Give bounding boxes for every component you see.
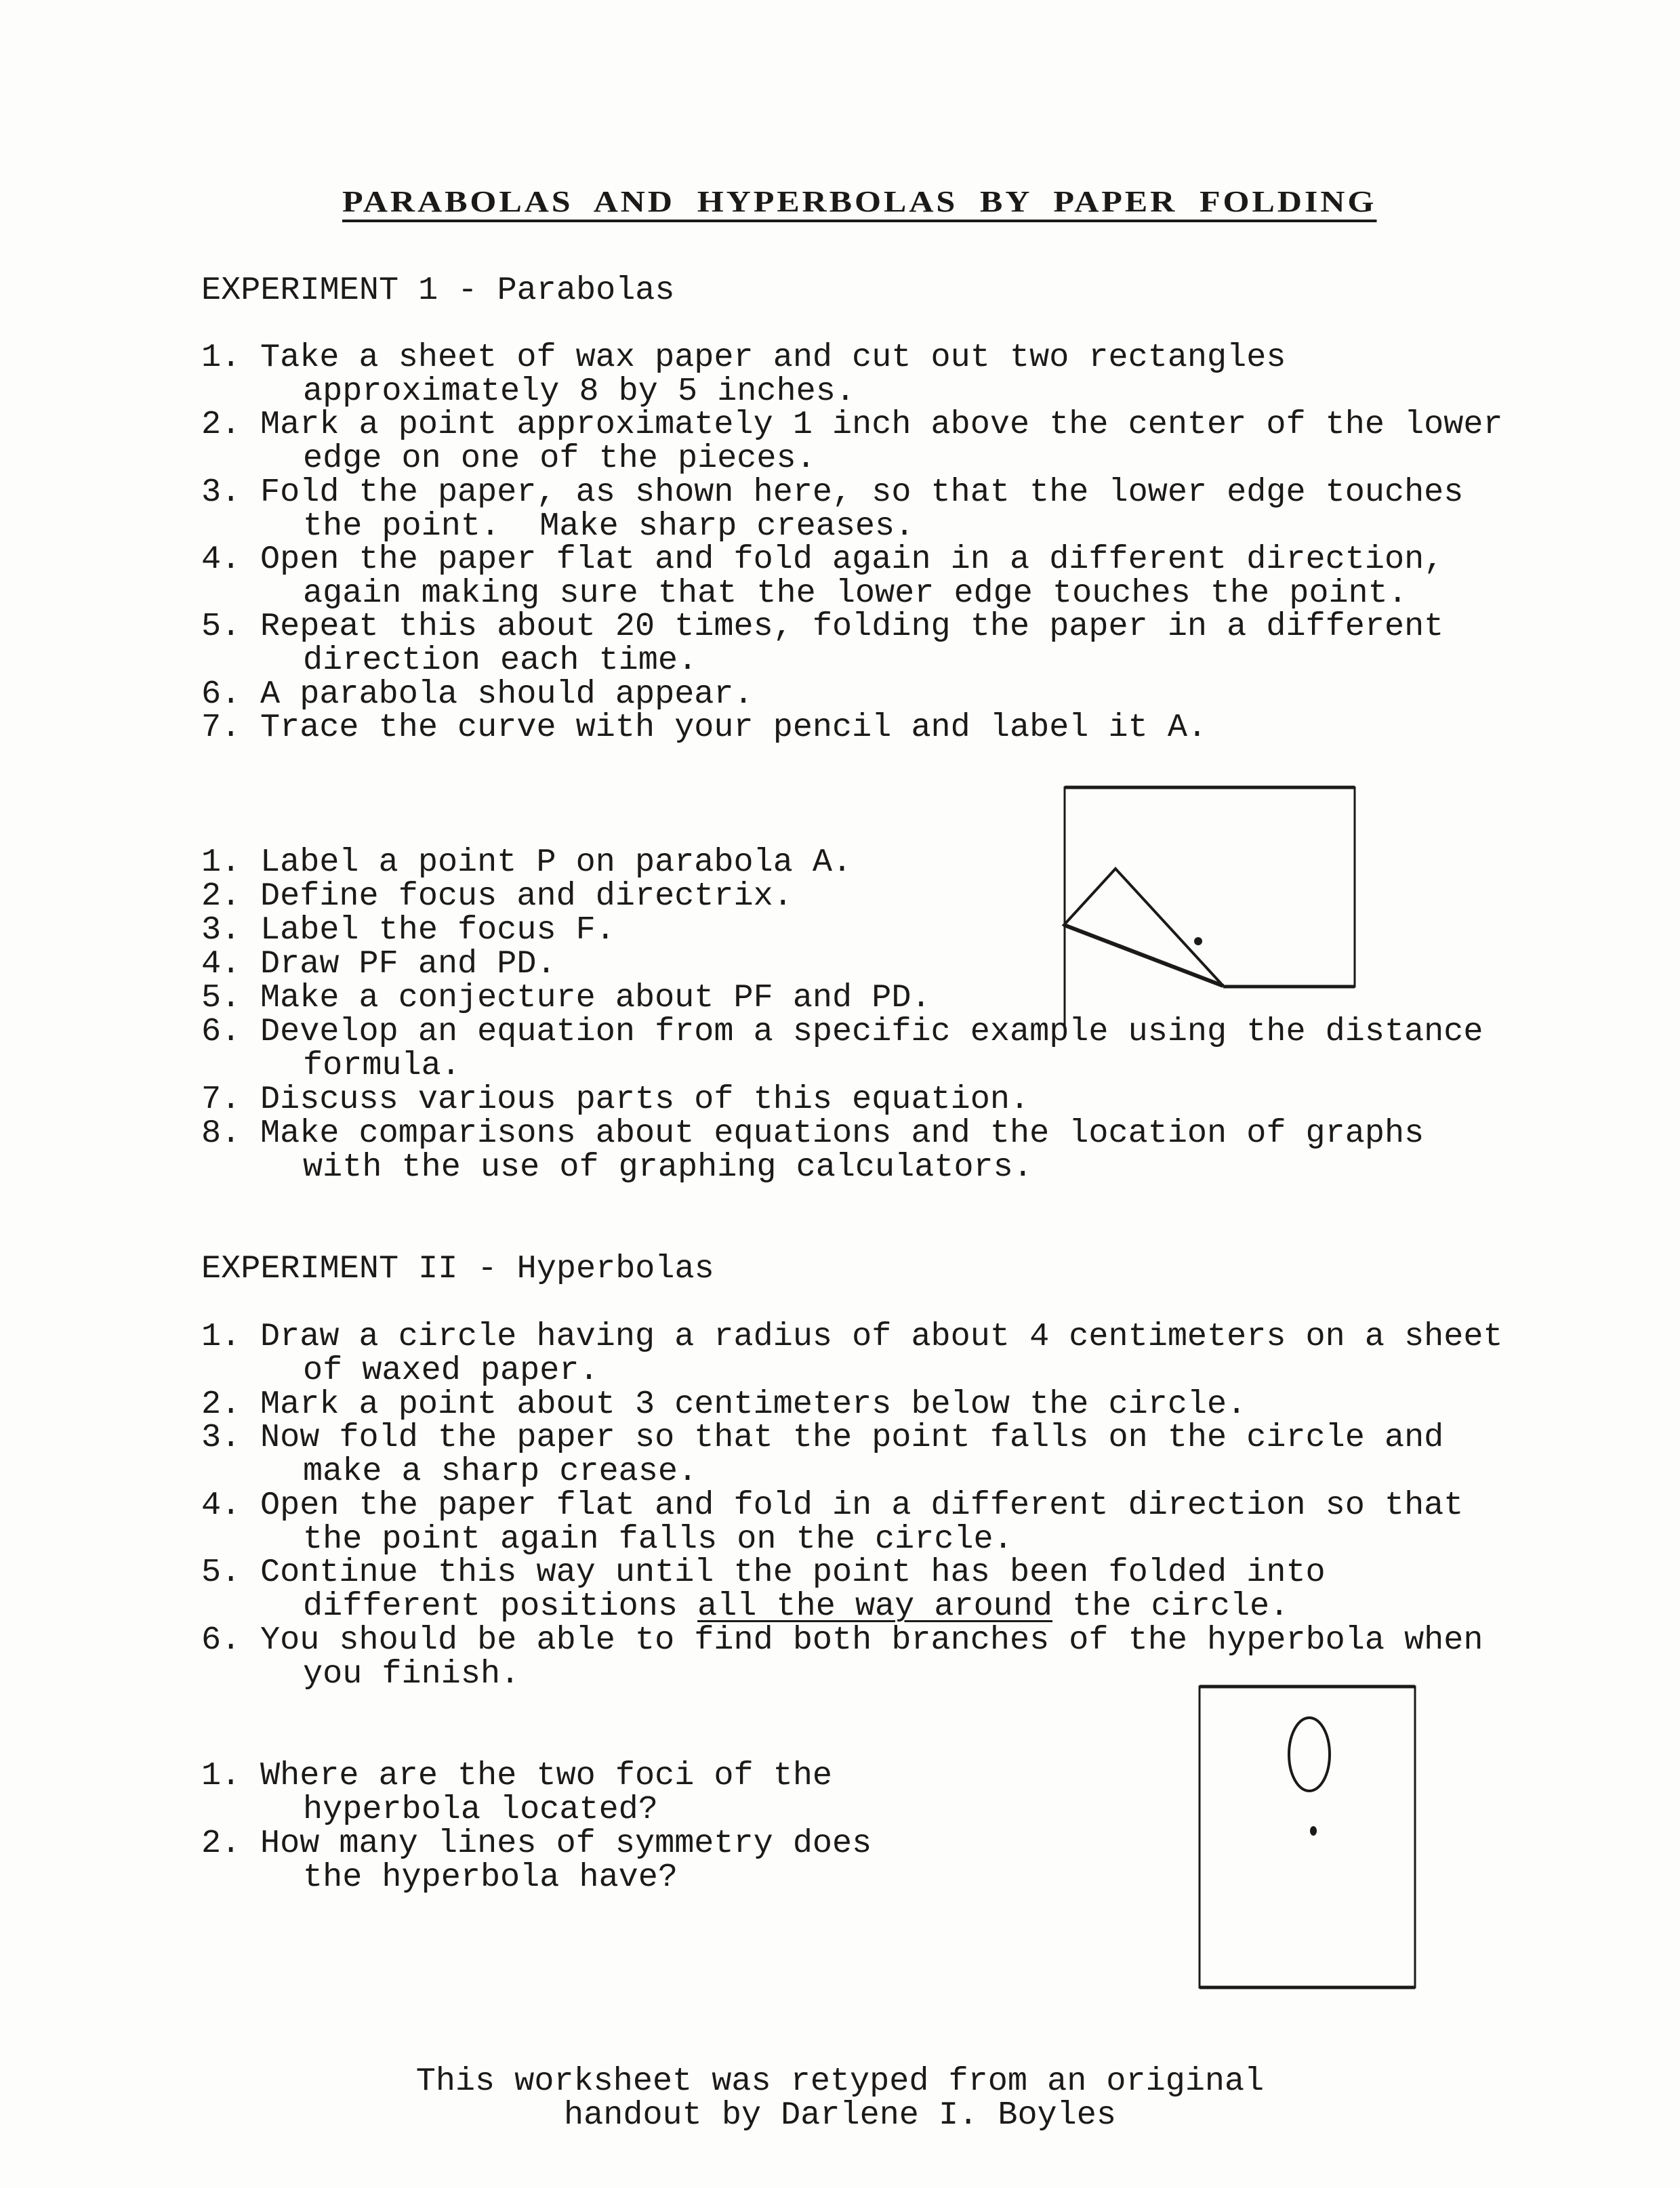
- exp1-step-6-line1: A parabola should appear.: [260, 676, 754, 713]
- exp1-step-3-num: 3.: [201, 474, 241, 511]
- exp1-step-4-num: 4.: [201, 541, 241, 578]
- exp2-step-3-line2: make a sharp crease.: [303, 1453, 698, 1490]
- exp2-step-4-num: 4.: [201, 1487, 241, 1524]
- exp1-question-2-num: 2.: [201, 878, 241, 915]
- exp2-question-2-line1: How many lines of symmetry does: [260, 1825, 872, 1862]
- exp2-question-2-num: 2.: [201, 1825, 241, 1862]
- exp1-step-1-line2: approximately 8 by 5 inches.: [303, 373, 855, 410]
- exp2-step-5-num: 5.: [201, 1554, 241, 1591]
- exp1-question-8-num: 8.: [201, 1115, 241, 1152]
- exp1-question-7-num: 7.: [201, 1081, 241, 1118]
- exp1-step-5-line2: direction each time.: [303, 642, 698, 679]
- exp1-question-4-num: 4.: [201, 945, 241, 983]
- emphasis-underlined-text: all the way around: [697, 1588, 1052, 1625]
- exp1-question-8-line1: Make comparisons about equations and the location of graphs: [260, 1115, 1425, 1152]
- exp2-step-5-line2-pre: different positions: [303, 1588, 698, 1625]
- exp1-question-6-line2: formula.: [303, 1047, 461, 1084]
- focus-point: [1194, 937, 1202, 945]
- exp2-step-4-line1: Open the paper flat and fold in a different direction so that: [260, 1487, 1464, 1524]
- exp1-step-7-line1: Trace the curve with your pencil and label it A.: [260, 709, 1208, 746]
- exp2-step-1-line1: Draw a circle having a radius of about 4 centimeters on a sheet: [260, 1318, 1503, 1355]
- exp1-step-1-line1: Take a sheet of wax paper and cut out two rectangles: [260, 339, 1286, 376]
- exp1-question-6-num: 6.: [201, 1013, 241, 1050]
- experiment1-heading: EXPERIMENT 1 - Parabolas: [201, 272, 675, 309]
- exp1-question-5: Make a conjecture about PF and PD.: [260, 979, 931, 1016]
- exp1-step-1-num: 1.: [201, 339, 241, 376]
- exp1-question-1: Label a point P on parabola A.: [260, 844, 853, 881]
- exp1-question-4: Draw PF and PD.: [260, 945, 556, 983]
- exp2-question-1-num: 1.: [201, 1757, 241, 1794]
- exp1-question-1-num: 1.: [201, 844, 241, 881]
- exp1-question-3-num: 3.: [201, 911, 241, 949]
- exp1-step-2-line2: edge on one of the pieces.: [303, 440, 816, 477]
- exp2-step-4-line2: the point again falls on the circle.: [303, 1521, 1013, 1558]
- footer-line-1: This worksheet was retyped from an original: [415, 2063, 1265, 2100]
- exp1-step-3-line2: the point. Make sharp creases.: [303, 508, 915, 545]
- exp2-question-1-line1: Where are the two foci of the: [260, 1757, 833, 1794]
- exp2-question-1-line2: hyperbola located?: [303, 1791, 658, 1828]
- exp1-question-8-line2: with the use of graphing calculators.: [303, 1149, 1033, 1186]
- exp2-step-5-line1: Continue this way until the point has been folded into: [260, 1554, 1326, 1591]
- paper-sheet: [1200, 1687, 1415, 1987]
- exp2-step-1-line2: of waxed paper.: [303, 1352, 599, 1389]
- circle-shape: [1289, 1718, 1330, 1791]
- exp1-step-2-num: 2.: [201, 406, 241, 443]
- exp1-step-2-line1: Mark a point approximately 1 inch above the center of the lower: [260, 406, 1503, 443]
- exp1-step-4-line2: again making sure that the lower edge touches the point.: [303, 575, 1408, 612]
- exp1-step-3-line1: Fold the paper, as shown here, so that the lower edge touches: [260, 474, 1464, 511]
- exp2-question-2-line2: the hyperbola have?: [303, 1859, 678, 1896]
- folded-corner: [1064, 869, 1223, 986]
- exp1-step-7-num: 7.: [201, 709, 241, 746]
- exp1-step-4-line1: Open the paper flat and fold again in a different direction,: [260, 541, 1444, 578]
- hyperbola-sheet-diagram: [1193, 1680, 1423, 1994]
- exp1-question-3: Label the focus F.: [260, 911, 615, 949]
- exp2-step-3-num: 3.: [201, 1419, 241, 1456]
- exp1-question-7: Discuss various parts of this equation.: [260, 1081, 1030, 1118]
- point-mark: [1310, 1826, 1317, 1836]
- exp2-step-2-num: 2.: [201, 1386, 241, 1423]
- page-title: PARABOLAS AND HYPERBOLAS BY PAPER FOLDING: [342, 184, 1376, 222]
- exp1-step-5-num: 5.: [201, 608, 241, 645]
- exp1-question-2: Define focus and directrix.: [260, 878, 793, 915]
- exp1-question-5-num: 5.: [201, 979, 241, 1016]
- exp2-step-5-line2-post: the circle.: [1052, 1588, 1290, 1625]
- parabola-fold-diagram: [1057, 779, 1362, 996]
- exp1-question-6-line1: Develop an equation from a specific example using the distance: [260, 1013, 1483, 1050]
- exp2-step-3-line1: Now fold the paper so that the point falls on the circle and: [260, 1419, 1444, 1456]
- exp1-step-6-num: 6.: [201, 676, 241, 713]
- exp2-step-5-line2: [303, 1590, 1289, 1624]
- exp1-step-5-line1: Repeat this about 20 times, folding the paper in a different: [260, 608, 1444, 645]
- exp2-step-2-line1: Mark a point about 3 centimeters below the circle.: [260, 1386, 1247, 1423]
- experiment2-heading: EXPERIMENT II - Hyperbolas: [201, 1250, 714, 1287]
- exp2-step-6-line1: You should be able to find both branches of the hyperbola when: [260, 1622, 1483, 1659]
- exp2-step-6-line2: you finish.: [303, 1655, 520, 1693]
- exp2-step-6-num: 6.: [201, 1622, 241, 1659]
- footer-line-2: handout by Darlene I. Boyles: [564, 2097, 1116, 2134]
- exp2-step-1-num: 1.: [201, 1318, 241, 1355]
